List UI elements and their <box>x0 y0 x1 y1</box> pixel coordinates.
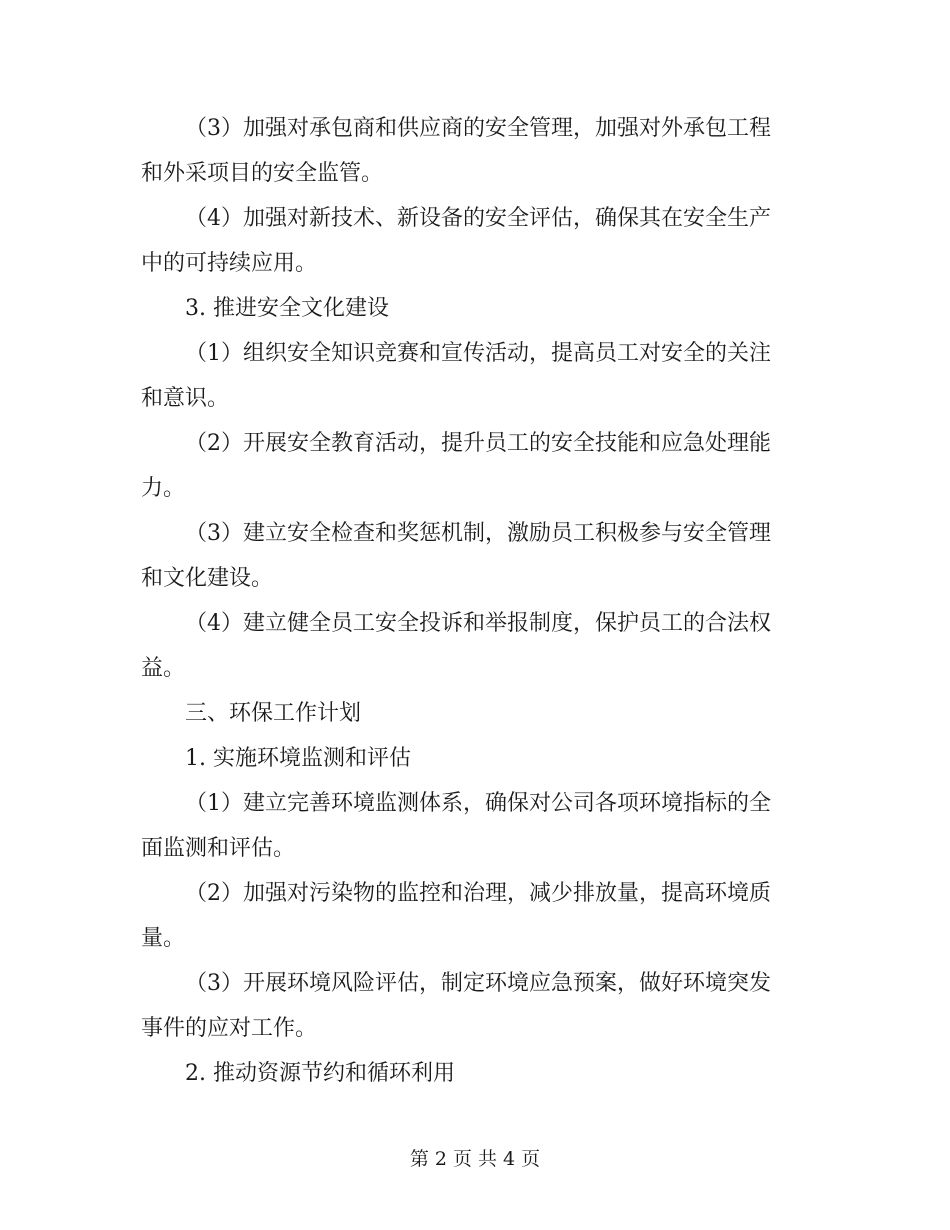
body-line: 力。 <box>141 476 186 501</box>
body-line: （1）建立完善环境监测体系，确保对公司各项环境指标的全 <box>185 791 771 816</box>
body-line: 面监测和评估。 <box>141 836 296 861</box>
body-line: （2）开展安全教育活动，提升员工的安全技能和应急处理能 <box>185 431 771 456</box>
body-line: （2）加强对污染物的监控和治理，减少排放量，提高环境质 <box>185 881 771 906</box>
section-heading: 2. 推动资源节约和循环利用 <box>185 1061 455 1086</box>
body-line: （4）建立健全员工安全投诉和举报制度，保护员工的合法权 <box>185 611 771 636</box>
body-line: （4）加强对新技术、新设备的安全评估，确保其在安全生产 <box>185 206 771 231</box>
body-line: （3）开展环境风险评估，制定环境应急预案，做好环境突发 <box>185 971 771 996</box>
body-line: （1）组织安全知识竞赛和宣传活动，提高员工对安全的关注 <box>185 341 771 366</box>
body-line: 和意识。 <box>141 386 230 411</box>
section-heading: 1. 实施环境监测和评估 <box>185 746 411 771</box>
body-line: 和文化建设。 <box>141 566 274 591</box>
body-line: 量。 <box>141 926 186 951</box>
body-line: （3）加强对承包商和供应商的安全管理，加强对外承包工程 <box>185 116 771 141</box>
body-line: 中的可持续应用。 <box>141 251 318 276</box>
body-line: 事件的应对工作。 <box>141 1016 318 1041</box>
body-line: 和外采项目的安全监管。 <box>141 161 384 186</box>
section-heading: 3. 推进安全文化建设 <box>185 296 389 321</box>
chapter-heading: 三、环保工作计划 <box>185 701 362 726</box>
page-number-footer: 第 2 页 共 4 页 <box>409 1148 541 1170</box>
body-line: （3）建立安全检查和奖惩机制，激励员工积极参与安全管理 <box>185 521 771 546</box>
document-body <box>141 106 807 1096</box>
body-line: 益。 <box>141 656 186 681</box>
